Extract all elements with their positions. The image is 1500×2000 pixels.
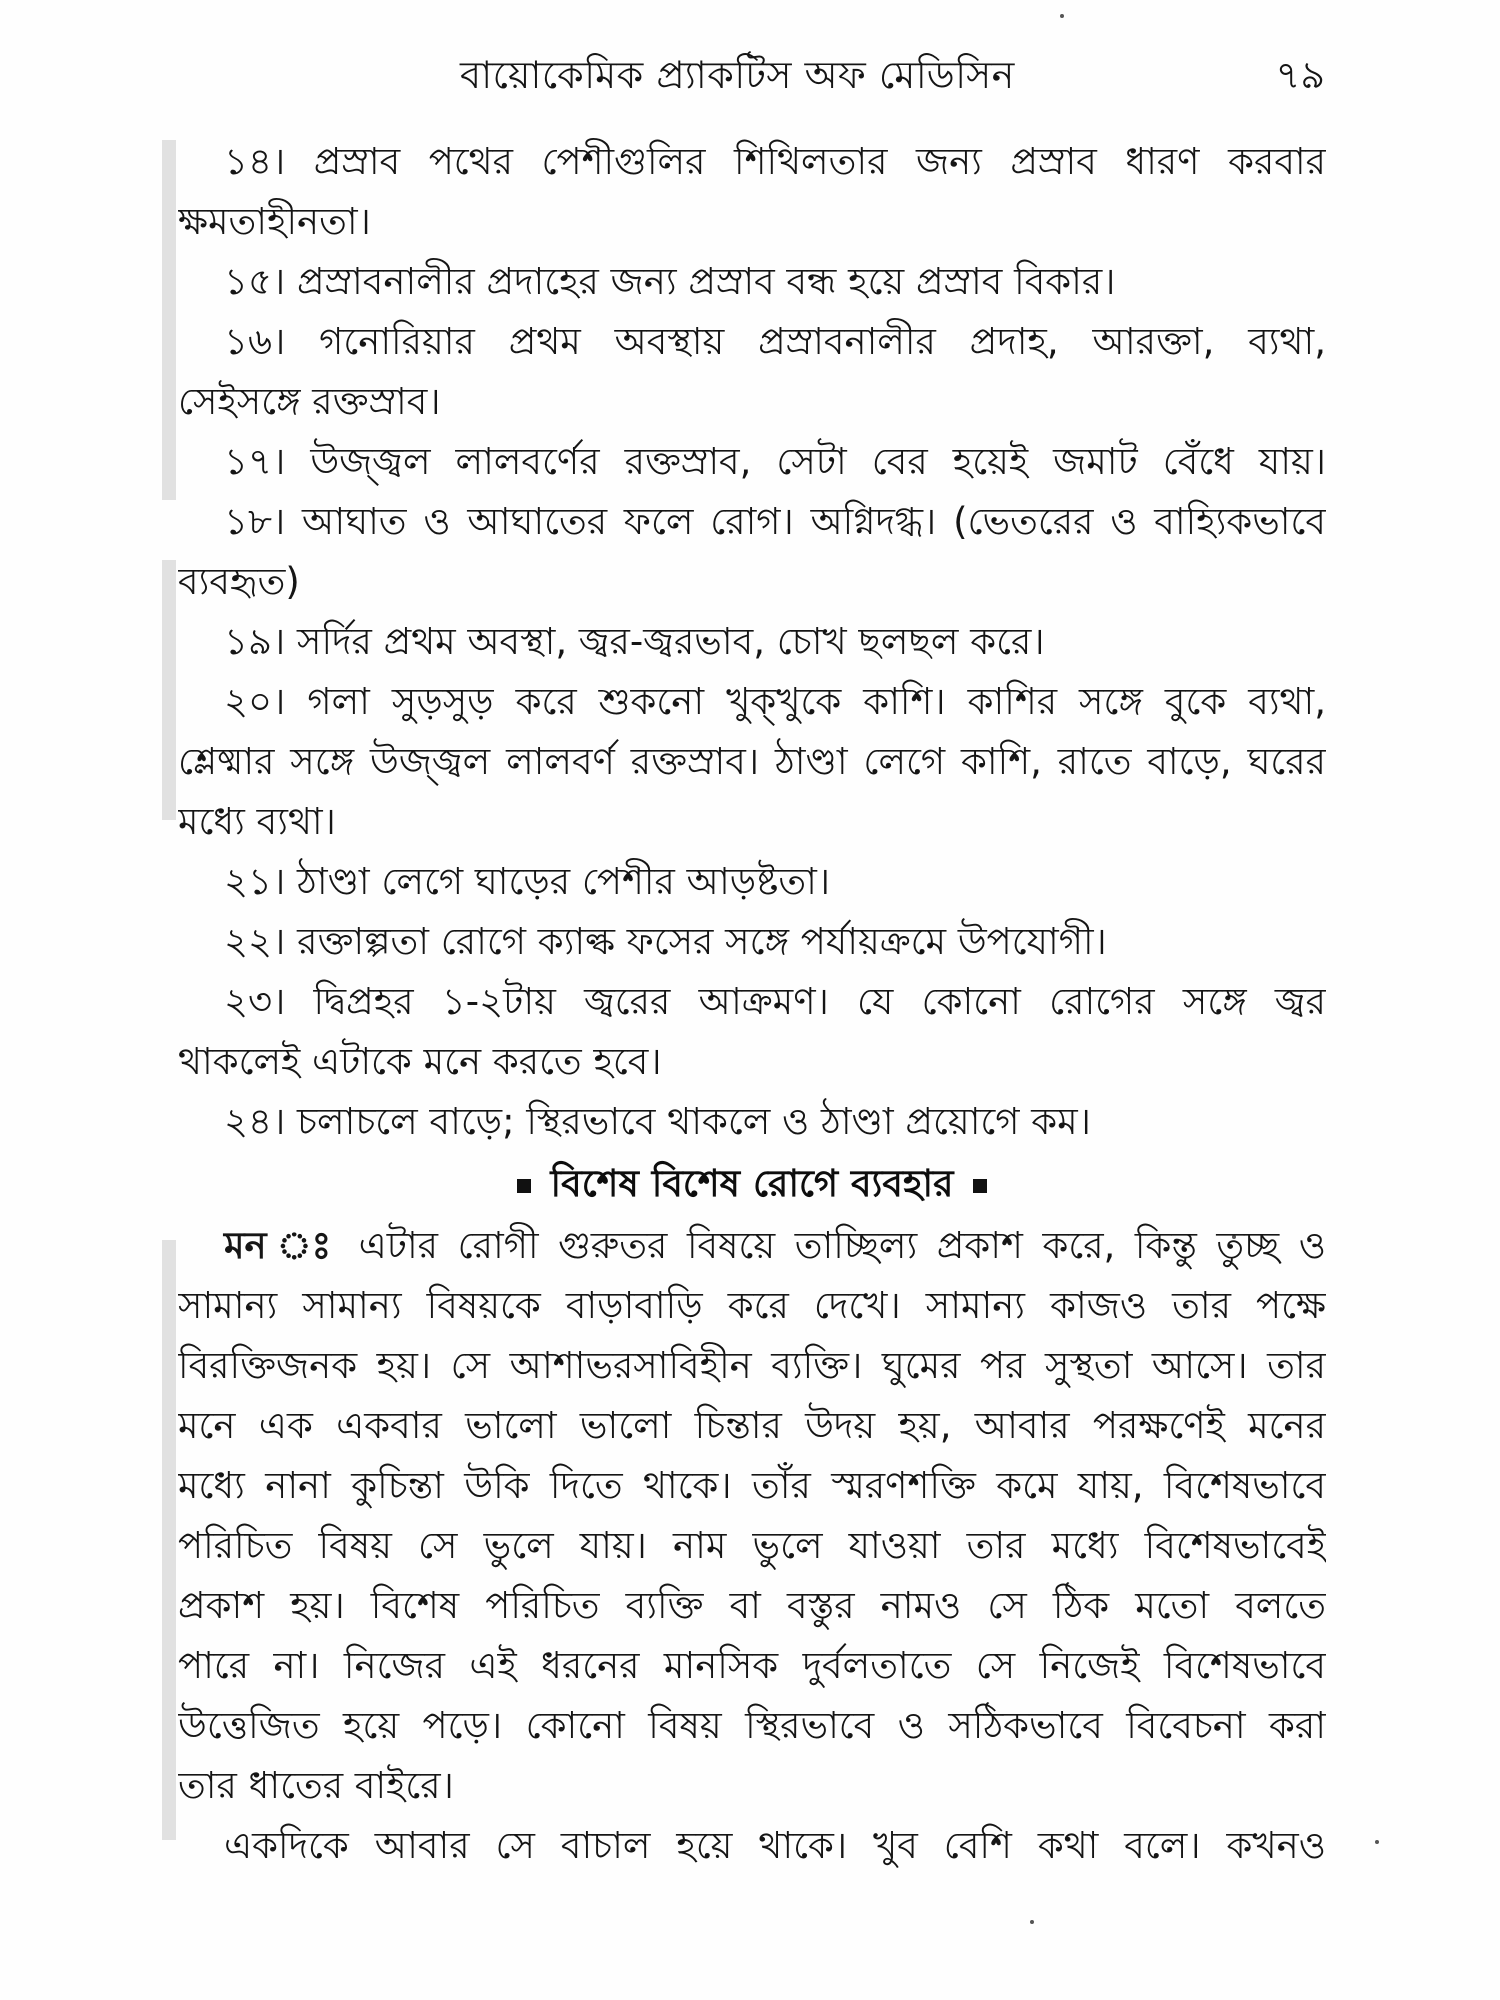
text-line: ব্যবহৃত) [178,560,300,603]
text-line: ক্ষমতাহীনতা। [178,200,371,243]
text-line: ২১। ঠাণ্ডা লেগে ঘাড়ের পেশীর আড়ষ্টতা। [224,860,831,903]
text-line: ২০। গলা সুড়সুড় করে শুকনো খুক্‌খুকে কাশি। কাশির সঙ্গে বুকে ব্যথা, [224,680,1326,723]
text-line: থাকলেই এটাকে মনে করতে হবে। [178,1040,662,1083]
text-line: এটার রোগী গুরুতর বিষয়ে তাচ্ছিল্য প্রকাশ করে, কিন্তু তুচ্ছ ও [358,1224,1326,1267]
text-line: তার ধাতের বাইরে। [178,1764,454,1807]
text-line: শ্লেষ্মার সঙ্গে উজ্জ্বল লালবর্ণ রক্তস্রাব। ঠাণ্ডা লেগে কাশি, রাতে বাড়ে, ঘরের [178,740,1326,783]
text-line: পরিচিত বিষয় সে ভুলে যায়। নাম ভুলে যাওয়া তার মধ্যে বিশেষভাবেই [178,1524,1326,1567]
page-number: ৭৯ [1275,53,1325,97]
section-heading [178,1152,1326,1216]
text-line: ১৯। সর্দির প্রথম অবস্থা, জ্বর-জ্বরভাব, চোখ ছলছল করে। [224,620,1045,663]
text-line: ১৮। আঘাত ও আঘাতের ফলে রোগ। অগ্নিদগ্ধ। (ভেতরের ও বাহ্যিকভাবে [224,500,1326,543]
text-line: ২৪। চলাচলে বাড়ে; স্থিরভাবে থাকলে ও ঠাণ্ডা প্রয়োগে কম। [224,1100,1091,1143]
scan-margin-shadow [162,140,176,500]
square-bullet-icon [973,1179,987,1193]
text-line: একদিকে আবার সে বাচাল হয়ে থাকে। খুব বেশি কথা বলে। কখনও [224,1824,1326,1867]
mind-label: মন ঃ [224,1224,340,1267]
text-line: সামান্য সামান্য বিষয়কে বাড়াবাড়ি করে দেখে। সামান্য কাজও তার পক্ষে [178,1284,1326,1327]
page-header [180,40,1325,100]
scan-speck [1030,1920,1034,1924]
scan-margin-shadow [162,1240,176,1840]
text-line: মধ্যে নানা কুচিন্তা উকি দিতে থাকে। তাঁর স্মরণশক্তি কমে যায়, বিশেষভাবে [178,1464,1326,1507]
text-line: ২২। রক্তাল্পতা রোগে ক্যাল্ক ফসের সঙ্গে পর্যায়ক্রমে উপযোগী। [224,920,1107,963]
text-line: বিরক্তিজনক হয়। সে আশাভরসাবিহীন ব্যক্তি। ঘুমের পর সুস্থতা আসে। তার [178,1344,1326,1387]
text-line: মনে এক একবার ভালো ভালো চিন্তার উদয় হয়, আবার পরক্ষণেই মনের [178,1404,1326,1447]
scan-speck [1375,1840,1379,1844]
text-line: পারে না। নিজের এই ধরনের মানসিক দুর্বলতাতে সে নিজেই বিশেষভাবে [178,1644,1326,1687]
text-line: ১৬। গনোরিয়ার প্রথম অবস্থায় প্রস্রাবনালীর প্রদাহ, আরক্তা, ব্যথা, [224,320,1326,363]
text-line: সেইসঙ্গে রক্তস্রাব। [178,380,441,423]
square-bullet-icon [517,1179,531,1193]
text-line: প্রকাশ হয়। বিশেষ পরিচিত ব্যক্তি বা বস্তুর নামও সে ঠিক মতো বলতে [178,1584,1326,1627]
scan-speck [1060,14,1064,18]
body-text [178,132,1326,1876]
scan-margin-shadow [162,560,176,820]
section-heading-text: বিশেষ বিশেষ রোগে ব্যবহার [550,1162,954,1205]
text-line: ১৪। প্রস্রাব পথের পেশীগুলির শিথিলতার জন্য প্রস্রাব ধারণ করবার [224,140,1326,183]
text-line: উত্তেজিত হয়ে পড়ে। কোনো বিষয় স্থিরভাবে ও সঠিকভাবে বিবেচনা করা [178,1704,1326,1747]
text-line: ১৫। প্রস্রাবনালীর প্রদাহের জন্য প্রস্রাব বন্ধ হয়ে প্রস্রাব বিকার। [224,260,1116,303]
text-line: মধ্যে ব্যথা। [178,800,336,843]
text-line: ১৭। উজ্জ্বল লালবর্ণের রক্তস্রাব, সেটা বের হয়েই জমাট বেঁধে যায়। [224,440,1326,483]
text-line: ২৩। দ্বিপ্রহর ১-২টায় জ্বরের আক্রমণ। যে কোনো রোগের সঙ্গে জ্বর [224,980,1326,1023]
mind-paragraph-first-line [178,1216,1326,1276]
running-title: বায়োকেমিক প্র্যাকটিস অফ মেডিসিন [460,53,1015,97]
